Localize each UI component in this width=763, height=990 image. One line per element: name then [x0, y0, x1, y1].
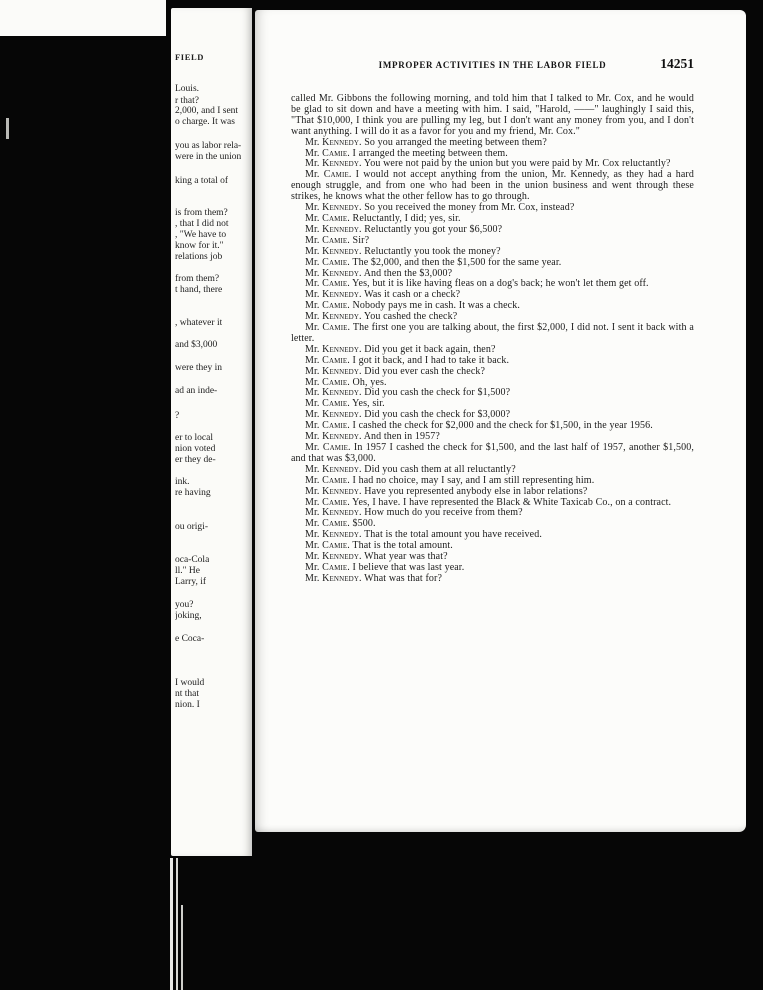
speaker-name: Camie. — [322, 474, 350, 486]
speaker-name: Camie. — [322, 398, 350, 410]
dialogue-text: Yes, sir. — [349, 398, 385, 410]
speaker-prefix: Mr. — [305, 463, 323, 475]
speaker-prefix: Mr. — [305, 365, 323, 377]
dialogue-text: So you arranged the meeting between them? — [361, 136, 547, 148]
dialogue-text: I believe that was last year. — [349, 561, 465, 573]
speaker-name: Camie. — [322, 256, 350, 268]
speaker-prefix: Mr. — [305, 234, 323, 246]
speaker-prefix: Mr. — [305, 169, 324, 181]
speaker-prefix: Mr. — [305, 474, 323, 486]
dialogue-text: Yes, I have. I have represented the Black & White Taxicab Co., on a contract. — [349, 496, 672, 508]
dialogue-text: I had no choice, may I say, and I am still representing him. — [349, 474, 595, 486]
page-number: 14251 — [660, 56, 694, 71]
dialogue-text: Yes, but it is like having fleas on a dog's back; he won't let them get off. — [349, 278, 649, 290]
speaker-prefix: Mr. — [305, 343, 323, 355]
speaker-prefix: Mr. — [305, 223, 323, 235]
left-page-text-fragment: re having — [175, 488, 211, 498]
speaker-name: Camie. — [322, 322, 351, 334]
dialogue — [291, 138, 694, 585]
dialogue-text: Did you cash the check for $1,500? — [361, 387, 511, 399]
dialogue-text: You were not paid by the union but you were paid by Mr. Cox reluctantly? — [361, 158, 671, 170]
dialogue-text: I got it back, and I had to take it back. — [349, 354, 510, 366]
left-page-text-fragment: you? — [175, 600, 194, 610]
page-header — [291, 56, 694, 74]
left-page-text-fragment: joking, — [175, 611, 202, 621]
speaker-name: Camie. — [322, 561, 350, 573]
left-page-text-fragment: is from them? — [175, 208, 228, 218]
left-page-text-fragment: you as labor rela- — [175, 141, 242, 151]
speaker-prefix: Mr. — [305, 158, 323, 170]
dialogue-text: That is the total amount. — [349, 540, 453, 552]
left-page-text-fragment: r that? — [175, 96, 200, 106]
left-page-text-fragment: from them? — [175, 274, 220, 284]
dialogue-text: How much do you receive from them? — [361, 507, 523, 519]
left-page-text-fragment: were they in — [175, 363, 222, 373]
dialogue-text: Nobody pays me in cash. It was a check. — [349, 300, 520, 312]
left-page-edge — [171, 8, 252, 856]
left-page-text-fragment: were in the union — [175, 152, 242, 162]
dialogue-line — [291, 574, 694, 585]
left-page-text-fragment: ad an inde- — [175, 386, 218, 396]
dialogue-line — [291, 323, 694, 345]
speaker-prefix: Mr. — [305, 387, 323, 399]
left-page-text-fragment: I would — [175, 678, 205, 688]
speaker-name: Camie. — [322, 540, 350, 552]
speaker-name: Camie. — [322, 147, 350, 159]
speaker-prefix: Mr. — [305, 289, 323, 301]
dialogue-text: Did you get it back again, then? — [361, 343, 496, 355]
scan-artifact-corner — [0, 0, 166, 36]
left-page-text-fragment: , "We have to — [175, 230, 227, 240]
dialogue-text: And then in 1957? — [361, 431, 440, 443]
speaker-name: Kennedy. — [322, 551, 362, 563]
speaker-prefix: Mr. — [305, 311, 323, 323]
scan-artifact-line — [170, 858, 173, 990]
dialogue-line — [291, 443, 694, 465]
dialogue-text: Oh, yes. — [349, 376, 387, 388]
dialogue-text: Did you cash them at all reluctantly? — [361, 463, 516, 475]
speaker-name: Kennedy. — [322, 409, 362, 421]
dialogue-text: Sir? — [349, 234, 370, 246]
speaker-prefix: Mr. — [305, 485, 323, 497]
left-page-text-fragment: 2,000, and I sent — [175, 106, 239, 116]
left-page-text-fragment: , that I did not — [175, 219, 229, 229]
dialogue-text: What was that for? — [361, 572, 443, 584]
speaker-prefix: Mr. — [305, 267, 323, 279]
speaker-prefix: Mr. — [305, 420, 323, 432]
speaker-prefix: Mr. — [305, 431, 323, 443]
dialogue-text: Reluctantly you took the money? — [361, 245, 501, 257]
speaker-prefix: Mr. — [305, 518, 323, 530]
speaker-prefix: Mr. — [305, 202, 323, 214]
left-page-text-fragment: nion voted — [175, 444, 216, 454]
speaker-name: Kennedy. — [322, 463, 362, 475]
speaker-prefix: Mr. — [305, 496, 323, 508]
speaker-prefix: Mr. — [305, 376, 323, 388]
speaker-name: Camie. — [322, 442, 351, 453]
speaker-name: Camie. — [322, 300, 350, 312]
left-page-text-fragment: , whatever it — [175, 318, 223, 328]
left-page-text-fragment: e Coca- — [175, 634, 205, 644]
speaker-name: Kennedy. — [322, 267, 362, 279]
speaker-prefix: Mr. — [305, 256, 323, 268]
speaker-prefix: Mr. — [305, 136, 323, 148]
speaker-name: Camie. — [322, 234, 350, 246]
speaker-name: Kennedy. — [322, 158, 362, 170]
left-page-text-fragment: Larry, if — [175, 577, 207, 587]
speaker-prefix: Mr. — [305, 540, 323, 552]
left-page-text-fragment: nt that — [175, 689, 200, 699]
left-page-text-fragment: Louis. — [175, 84, 200, 94]
left-page-running-head: FIELD — [175, 52, 204, 62]
speaker-name: Camie. — [322, 496, 350, 508]
intro-paragraph: called Mr. Gibbons the following morning, and told him that I talked to Mr. Cox, and he would be glad to sit down and have a meeting with him. I said, "Harold, ——" laughingly I said this, "That $10,000, I think you are pulling my leg, but I don't want any money from you, and I don't want anything. I will do it as a favor for you and my friend, Mr. Cox." — [291, 93, 694, 137]
dialogue-text: Was it cash or a check? — [361, 289, 461, 301]
speaker-name: Kennedy. — [322, 529, 362, 541]
speaker-prefix: Mr. — [305, 245, 323, 257]
dialogue-text: The $2,000, and then the $1,500 for the same year. — [349, 256, 562, 268]
scan-artifact-line — [181, 905, 183, 990]
left-page-text-fragment: oca-Cola — [175, 555, 210, 565]
dialogue-text: Reluctantly, I did; yes, sir. — [349, 212, 461, 224]
dialogue-text: I arranged the meeting between them. — [349, 147, 508, 159]
left-page-text-fragment: o charge. It was — [175, 117, 235, 127]
speaker-name: Camie. — [322, 420, 350, 432]
left-page-text-fragment: ll." He — [175, 566, 200, 576]
right-page — [255, 10, 746, 832]
left-page-text-fragment: relations job — [175, 252, 223, 262]
speaker-prefix: Mr. — [305, 572, 323, 584]
left-page-text-fragment: t hand, there — [175, 285, 223, 295]
speaker-prefix: Mr. — [305, 322, 323, 334]
speaker-prefix: Mr. — [305, 561, 323, 573]
speaker-name: Kennedy. — [322, 365, 362, 377]
speaker-prefix: Mr. — [305, 551, 323, 563]
speaker-name: Camie. — [323, 169, 352, 181]
speaker-name: Kennedy. — [322, 223, 362, 235]
speaker-prefix: Mr. — [305, 507, 323, 519]
speaker-name: Kennedy. — [322, 343, 362, 355]
speaker-name: Camie. — [322, 354, 350, 366]
speaker-prefix: Mr. — [305, 398, 323, 410]
dialogue-text: $500. — [349, 518, 376, 530]
speaker-name: Camie. — [322, 278, 350, 290]
left-page-text-fragment: know for it." — [175, 241, 224, 251]
dialogue-text: What year was that? — [361, 551, 448, 563]
left-page-text-fragment: ink. — [175, 477, 190, 487]
speaker-prefix: Mr. — [305, 354, 323, 366]
left-page-text-fragment: er to local — [175, 433, 213, 443]
speaker-prefix: Mr. — [305, 300, 323, 312]
dialogue-text: Did you cash the check for $3,000? — [361, 409, 511, 421]
speaker-name: Kennedy. — [322, 485, 362, 497]
dialogue-text: Did you ever cash the check? — [361, 365, 486, 377]
speaker-name: Camie. — [322, 518, 350, 530]
speaker-name: Camie. — [322, 212, 350, 224]
page-text — [291, 94, 694, 585]
speaker-prefix: Mr. — [305, 147, 323, 159]
dialogue-text: I would not accept anything from the union, Mr. Kennedy, as they had a hard enough struggle, and from one who had been in the union business and went through these strikes, he knows what the other fellow has to go through. — [291, 169, 694, 203]
dialogue-text: That is the total amount you have received. — [361, 529, 542, 541]
dialogue-line — [291, 170, 694, 203]
left-page-text-fragment: king a total of — [175, 176, 229, 186]
dialogue-text: So you received the money from Mr. Cox, instead? — [361, 202, 575, 214]
dialogue-text: And then the $3,000? — [361, 267, 453, 279]
speaker-prefix: Mr. — [305, 442, 323, 453]
speaker-prefix: Mr. — [305, 409, 323, 421]
dialogue-text: I cashed the check for $2,000 and the check for $1,500, in the year 1956. — [349, 420, 653, 432]
speaker-name: Kennedy. — [322, 387, 362, 399]
left-page-text-fragment: ou origi- — [175, 522, 208, 532]
dialogue-text: Reluctantly you got your $6,500? — [361, 223, 503, 235]
speaker-prefix: Mr. — [305, 212, 323, 224]
speaker-name: Kennedy. — [322, 311, 362, 323]
scan-artifact-line — [176, 858, 178, 990]
left-page-text-fragment: er they de- — [175, 455, 216, 465]
dialogue-text: In 1957 I cashed the check for $1,500, and the last half of 1957, another $1,500, and that was $3,000. — [291, 442, 694, 464]
scan-artifact-line — [6, 118, 9, 139]
speaker-name: Kennedy. — [322, 245, 362, 257]
speaker-name: Kennedy. — [322, 507, 362, 519]
dialogue-text: The first one you are talking about, the first $2,000, I did not. I sent it back with a letter. — [291, 322, 694, 344]
speaker-name: Kennedy. — [322, 289, 362, 301]
running-head-title: IMPROPER ACTIVITIES IN THE LABOR FIELD — [378, 60, 607, 70]
left-page-text-fragment: ? — [175, 411, 180, 421]
left-page-text-fragment: and $3,000 — [175, 340, 218, 350]
dialogue-text: Have you represented anybody else in labor relations? — [361, 485, 588, 497]
speaker-prefix: Mr. — [305, 529, 323, 541]
speaker-name: Kennedy. — [322, 136, 362, 148]
left-page-text-fragment: nion. I — [175, 700, 200, 710]
speaker-name: Kennedy. — [322, 431, 362, 443]
speaker-name: Kennedy. — [322, 202, 362, 214]
dialogue-text: You cashed the check? — [361, 311, 458, 323]
speaker-name: Kennedy. — [322, 572, 362, 584]
speaker-name: Camie. — [322, 376, 350, 388]
speaker-prefix: Mr. — [305, 278, 323, 290]
